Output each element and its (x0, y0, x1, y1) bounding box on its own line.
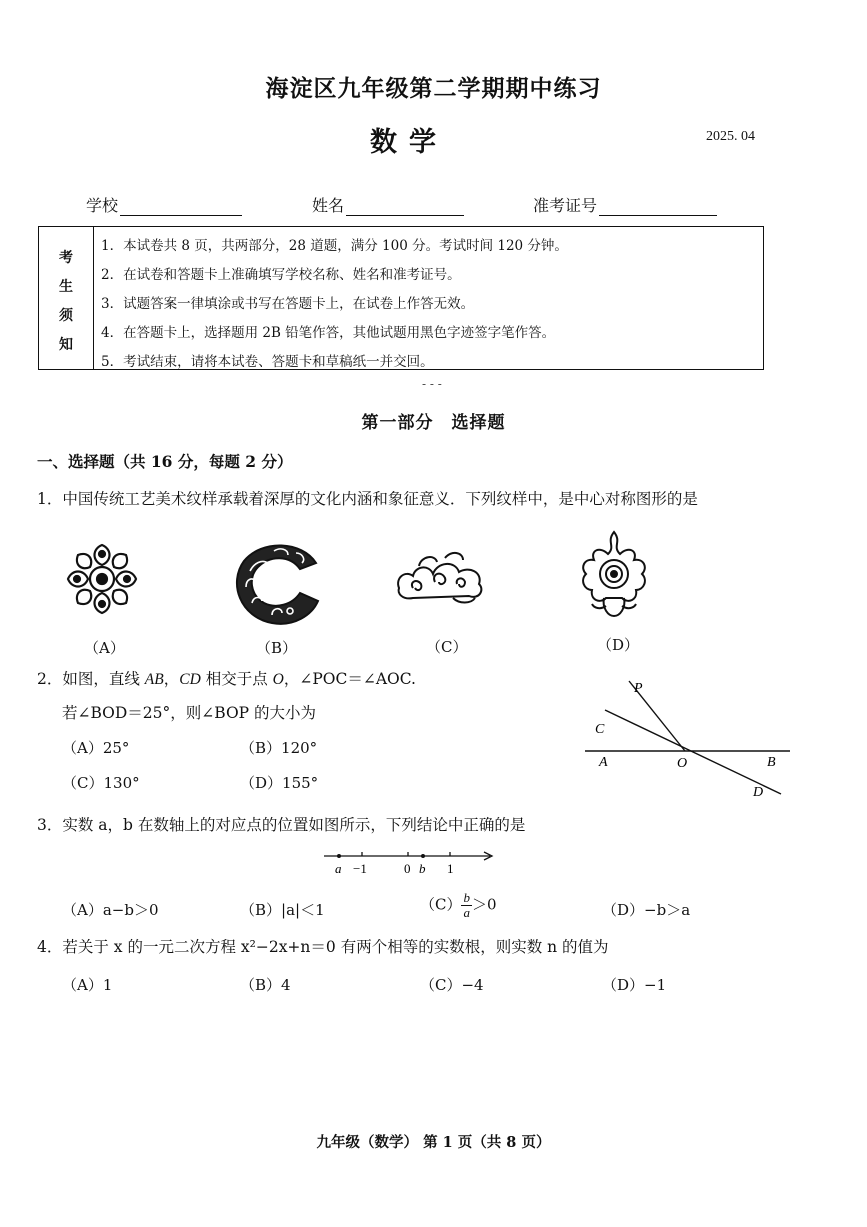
name-label: 姓名 (312, 196, 345, 215)
school-line (120, 199, 242, 216)
section-title: 一、选择题（共 16 分，每题 2 分） (37, 452, 293, 471)
part-title: 第一部分 选择题 (361, 413, 506, 433)
q2-option-c[interactable]: （C）130° (62, 774, 140, 792)
exam-title: 海淀区九年级第二学期期中练习 (265, 75, 602, 102)
label-b: B (767, 755, 776, 770)
side-char: 生 (59, 279, 73, 295)
q2-mid: 相交于点 (200, 670, 273, 688)
question-3-text: 3．实数 a，b 在数轴上的对应点的位置如图所示，下列结论中正确的是 (37, 816, 526, 834)
instruction-item: 3．试题答案一律填涂或书写在答题卡上，在试卷上作答无效。 (101, 296, 475, 312)
q3-option-a[interactable]: （A）a−b＞0 (62, 901, 159, 919)
q1-option-a-label[interactable]: （A） (84, 639, 125, 657)
instructions-side-label (39, 227, 94, 369)
point-a (337, 854, 341, 858)
label-o: O (677, 756, 688, 771)
label-c: C (595, 722, 605, 737)
question-4-text: 4．若关于 x 的一元二次方程 x²−2x+n＝0 有两个相等的实数根，则实数 n 的值为 (37, 938, 609, 956)
q3-option-d[interactable]: （D）−b＞a (602, 901, 691, 919)
instruction-item: 1．本试卷共 8 页，共两部分，28 道题，满分 100 分。考试时间 120 分钟。 (101, 238, 568, 254)
axis-label-b: b (419, 861, 426, 876)
q2-option-b[interactable]: （B）120° (240, 739, 318, 757)
side-char: 考 (59, 250, 73, 266)
q3-option-c-post: ＞0 (471, 895, 497, 914)
pattern-d-flame-icon (576, 528, 652, 620)
q3-option-b[interactable]: （B）|a|＜1 (240, 901, 325, 919)
q1-option-c-label[interactable]: （C） (426, 638, 468, 656)
q2-cond: ，∠POC＝∠AOC. (283, 670, 416, 688)
q3-option-c[interactable] (420, 891, 497, 920)
instruction-item: 5．考试结束，请将本试卷、答题卡和草稿纸一并交回。 (101, 354, 434, 370)
q1-option-b-label[interactable]: （B） (256, 639, 298, 657)
q3-option-c-fraction (461, 891, 472, 920)
name-field[interactable] (312, 193, 464, 216)
fraction-denominator: a (463, 905, 470, 920)
question-2-line-1 (37, 667, 416, 689)
q2-ab: AB (144, 671, 164, 688)
fraction-numerator: b (463, 890, 470, 905)
q4-option-a[interactable]: （A）1 (62, 976, 113, 994)
q2-option-d[interactable]: （D）155° (240, 774, 319, 792)
side-char: 知 (59, 337, 73, 353)
axis-label-zero: 0 (404, 861, 411, 876)
pattern-a-flower-icon (60, 537, 144, 621)
page-footer: 九年级（数学） 第 1 页（共 8 页） (316, 1134, 551, 1151)
q1-option-d-label[interactable]: （D） (597, 636, 640, 654)
exam-id-field[interactable] (533, 193, 717, 216)
q3-option-c-pre: （C） (420, 895, 462, 914)
pattern-b-ring-icon (232, 537, 322, 627)
pattern-c-cloud-icon (393, 548, 489, 608)
q2-cd: CD (179, 671, 201, 688)
label-a: A (599, 755, 608, 770)
q2-sep: ， (163, 670, 180, 688)
point-b (421, 854, 425, 858)
q2-option-a[interactable]: （A）25° (62, 739, 130, 757)
q4-option-b[interactable]: （B）4 (240, 976, 291, 994)
exam-id-label: 准考证号 (533, 196, 598, 215)
q2-o: O (272, 671, 284, 688)
line-cd (605, 710, 781, 794)
q4-option-c[interactable]: （C）−4 (420, 976, 484, 994)
instructions-box (38, 226, 764, 370)
pen-mark: ‐ ‐ ‐ (422, 377, 442, 391)
instruction-item: 4．在答题卡上，选择题用 2B 铅笔作答，其他试题用黑色字迹签字笔作答。 (101, 325, 556, 341)
name-line (346, 199, 464, 216)
question-1-text: 1．中国传统工艺美术纹样承载着深厚的文化内涵和象征意义．下列纹样中，是中心对称图形的是 (37, 490, 698, 508)
q2-lines-figure (585, 676, 795, 800)
subject-title: 数学 (370, 127, 448, 158)
label-p: P (634, 681, 643, 696)
q4-option-d[interactable]: （D）−1 (602, 976, 667, 994)
question-2-line-2: 若∠BOD＝25°，则∠BOP 的大小为 (62, 704, 317, 722)
instruction-item: 2．在试卷和答题卡上准确填写学校名称、姓名和准考证号。 (101, 267, 461, 283)
axis-label-a: a (335, 861, 342, 876)
school-label: 学校 (86, 196, 119, 215)
axis-label-one: 1 (447, 861, 454, 876)
q2-text-pre: 2．如图，直线 (37, 670, 145, 688)
q3-number-line (322, 846, 498, 878)
axis-label-minus-one: −1 (353, 861, 367, 876)
school-field[interactable] (86, 193, 242, 216)
side-char: 须 (59, 308, 73, 324)
label-d: D (753, 785, 764, 800)
exam-id-line (599, 199, 717, 216)
exam-date: 2025. 04 (706, 129, 755, 144)
